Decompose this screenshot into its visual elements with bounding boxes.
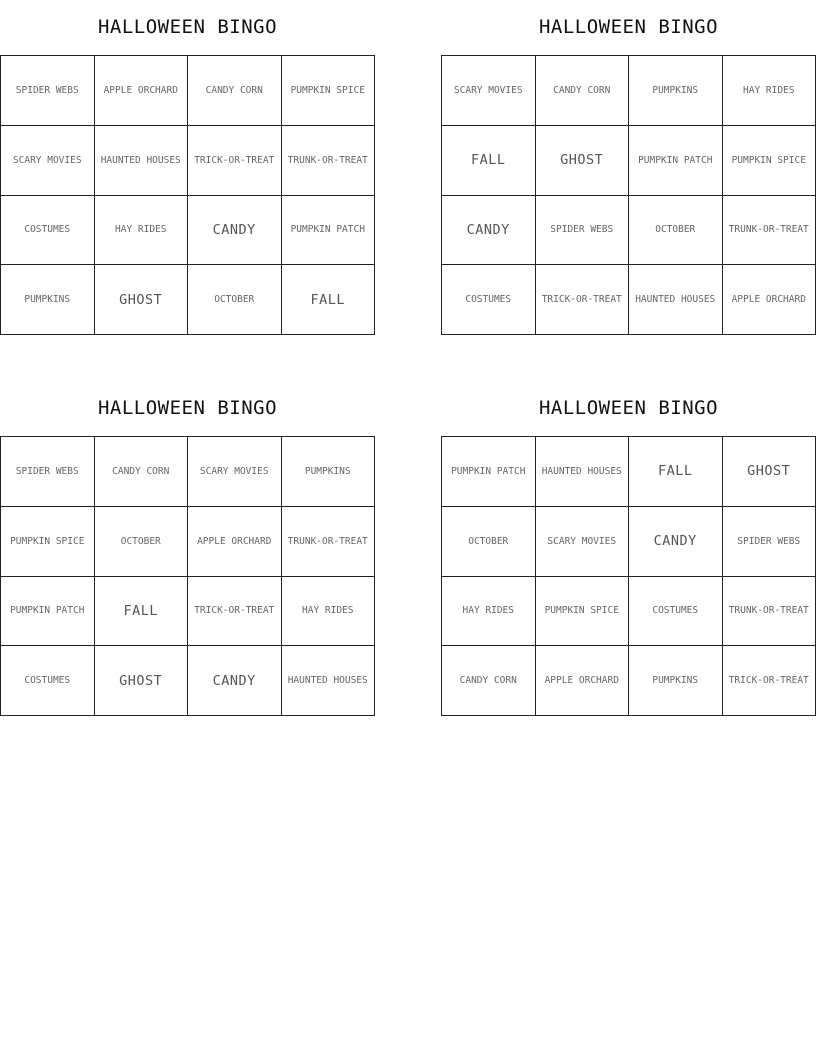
bingo-cell: FALL [95,577,189,647]
bingo-cell: CANDY [188,196,282,266]
bingo-cell: SCARY MOVIES [188,437,282,507]
bingo-cell: APPLE ORCHARD [723,265,816,335]
bingo-grid [441,55,816,335]
bingo-cell: TRICK-OR-TREAT [536,265,630,335]
bingo-cell: COSTUMES [442,265,536,335]
bingo-cell: COSTUMES [1,196,95,266]
bingo-cell: CANDY [188,646,282,716]
bingo-cell: FALL [442,126,536,196]
bingo-cell: TRUNK-OR-TREAT [282,507,376,577]
bingo-cell: GHOST [95,265,189,335]
bingo-grid [441,436,816,716]
bingo-cell: PUMPKINS [629,56,723,126]
bingo-cell: PUMPKIN SPICE [536,577,630,647]
bingo-cell: PUMPKIN PATCH [442,437,536,507]
bingo-cell: PUMPKINS [282,437,376,507]
bingo-cell: SPIDER WEBS [536,196,630,266]
bingo-cell: TRICK-OR-TREAT [723,646,816,716]
bingo-cell: SCARY MOVIES [442,56,536,126]
bingo-cell: CANDY [629,507,723,577]
bingo-cell: HAY RIDES [282,577,376,647]
bingo-cell: SCARY MOVIES [536,507,630,577]
bingo-grid [0,55,375,335]
bingo-cell: HAUNTED HOUSES [629,265,723,335]
bingo-cell: HAY RIDES [723,56,816,126]
bingo-grid [0,436,375,716]
bingo-cell: SCARY MOVIES [1,126,95,196]
bingo-cell: SPIDER WEBS [1,56,95,126]
bingo-cell: PUMPKIN PATCH [282,196,376,266]
bingo-cell: HAUNTED HOUSES [536,437,630,507]
bingo-cell: HAUNTED HOUSES [95,126,189,196]
bingo-cell: PUMPKINS [1,265,95,335]
bingo-cell: PUMPKIN PATCH [629,126,723,196]
bingo-cell: PUMPKIN PATCH [1,577,95,647]
bingo-cell: PUMPKINS [629,646,723,716]
bingo-cell: TRICK-OR-TREAT [188,126,282,196]
bingo-cell: CANDY [442,196,536,266]
bingo-cell: TRUNK-OR-TREAT [723,577,816,647]
bingo-cell: GHOST [536,126,630,196]
card-title: HALLOWEEN BINGO [538,397,719,419]
card-title: HALLOWEEN BINGO [97,397,278,419]
bingo-cell: GHOST [95,646,189,716]
bingo-cell: FALL [282,265,376,335]
bingo-cell: TRUNK-OR-TREAT [282,126,376,196]
bingo-cell: COSTUMES [1,646,95,716]
bingo-cell: HAY RIDES [442,577,536,647]
bingo-cell: CANDY CORN [188,56,282,126]
bingo-cell: GHOST [723,437,816,507]
bingo-cell: PUMPKIN SPICE [282,56,376,126]
bingo-cell: TRICK-OR-TREAT [188,577,282,647]
bingo-cell: OCTOBER [188,265,282,335]
bingo-cell: CANDY CORN [95,437,189,507]
bingo-cell: OCTOBER [95,507,189,577]
bingo-cell: SPIDER WEBS [1,437,95,507]
bingo-cell: PUMPKIN SPICE [1,507,95,577]
bingo-cell: CANDY CORN [536,56,630,126]
bingo-cell: PUMPKIN SPICE [723,126,816,196]
bingo-cell: HAUNTED HOUSES [282,646,376,716]
bingo-cell: OCTOBER [629,196,723,266]
bingo-cell: FALL [629,437,723,507]
bingo-cell: COSTUMES [629,577,723,647]
card-title: HALLOWEEN BINGO [97,16,278,38]
bingo-cell: HAY RIDES [95,196,189,266]
bingo-cell: APPLE ORCHARD [95,56,189,126]
bingo-cell: CANDY CORN [442,646,536,716]
bingo-cell: APPLE ORCHARD [536,646,630,716]
bingo-cell: APPLE ORCHARD [188,507,282,577]
card-title: HALLOWEEN BINGO [538,16,719,38]
bingo-cell: TRUNK-OR-TREAT [723,196,816,266]
bingo-cell: SPIDER WEBS [723,507,816,577]
bingo-cell: OCTOBER [442,507,536,577]
